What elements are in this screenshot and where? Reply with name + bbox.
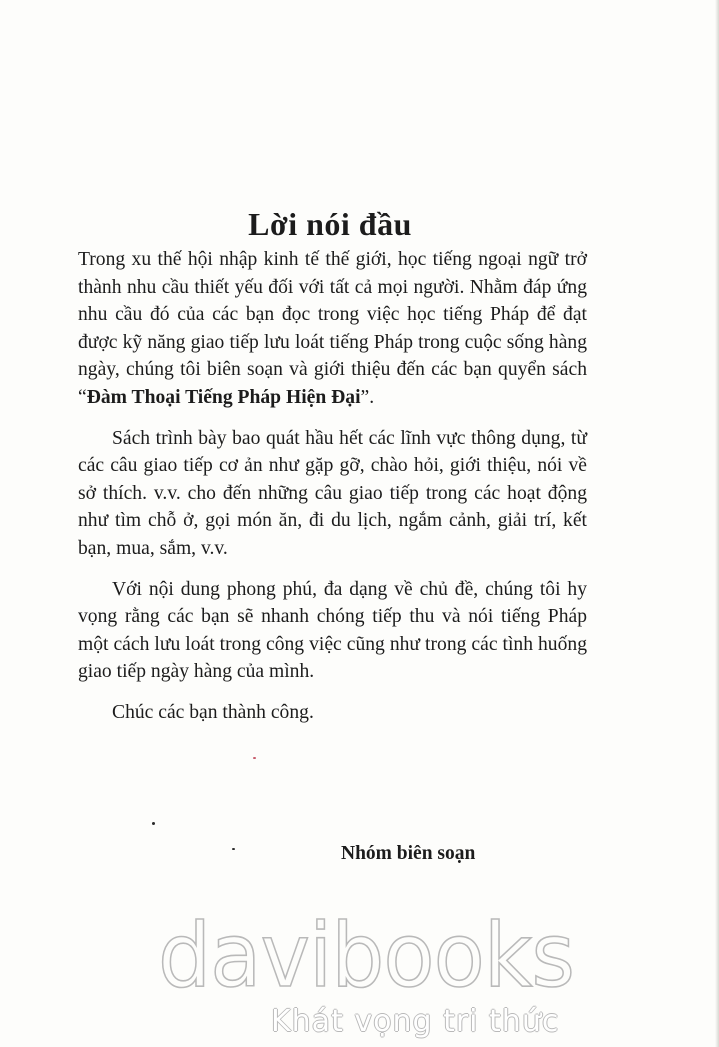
scan-speck: [253, 757, 256, 759]
paragraph-intro-text: Trong xu thế hội nhập kinh tế thế giới, học tiếng ngoại ngữ trở thành nhu cầu thiết yếu đối với tất cả mọi người. Nhằm đáp ứng nhu cầu đó của các bạn đọc trong việc học tiếng Pháp để đạt được kỹ năng giao tiếp lưu loát tiếng Pháp trong cuộc sống hàng ngày, chúng tôi biên soạn và giới thiệu đến các bạn quyển sách “: [78, 249, 587, 408]
scan-speck: [232, 848, 235, 850]
watermark-brand: davibooks: [158, 910, 574, 1000]
scan-speck: [152, 822, 155, 825]
paragraph-wish: Chúc các bạn thành công.: [112, 701, 314, 723]
page-edge-shadow: [715, 0, 719, 1047]
book-title: Đàm Thoại Tiếng Pháp Hiện Đại: [86, 386, 361, 408]
signature: Nhóm biên soạn: [341, 843, 476, 864]
page-title: Lời nói đầu: [248, 206, 412, 243]
watermark-logo: [158, 910, 578, 1000]
paragraph-hope: Với nội dung phong phú, đa dạng về chủ đề, chúng tôi hy vọng rằng các bạn sẽ nhanh chóng tiếp thu và nói tiếng Pháp một cách lưu loát trong công việc cũng như trong các tình huống giao tiếp ngày hàng của mình.: [78, 578, 587, 683]
watermark-wordmark: [158, 910, 578, 1000]
paragraph-content: Sách trình bày bao quát hầu hết các lĩnh vực thông dụng, từ các câu giao tiếp cơ ản như gặp gỡ, chào hỏi, giới thiệu, nói về sở thích. v.v. cho đến những câu giao tiếp trong các hoạt động như tìm chỗ ở, gọi món ăn, đi du lịch, ngắm cảnh, giải trí, kết bạn, mua, sắm, v.v.: [78, 427, 587, 559]
paragraph-intro: [78, 246, 587, 412]
watermark-tagline: Khát vọng tri thức: [271, 1004, 560, 1039]
preface-body: [78, 246, 587, 740]
paragraph-intro-end: ”.: [360, 386, 375, 408]
